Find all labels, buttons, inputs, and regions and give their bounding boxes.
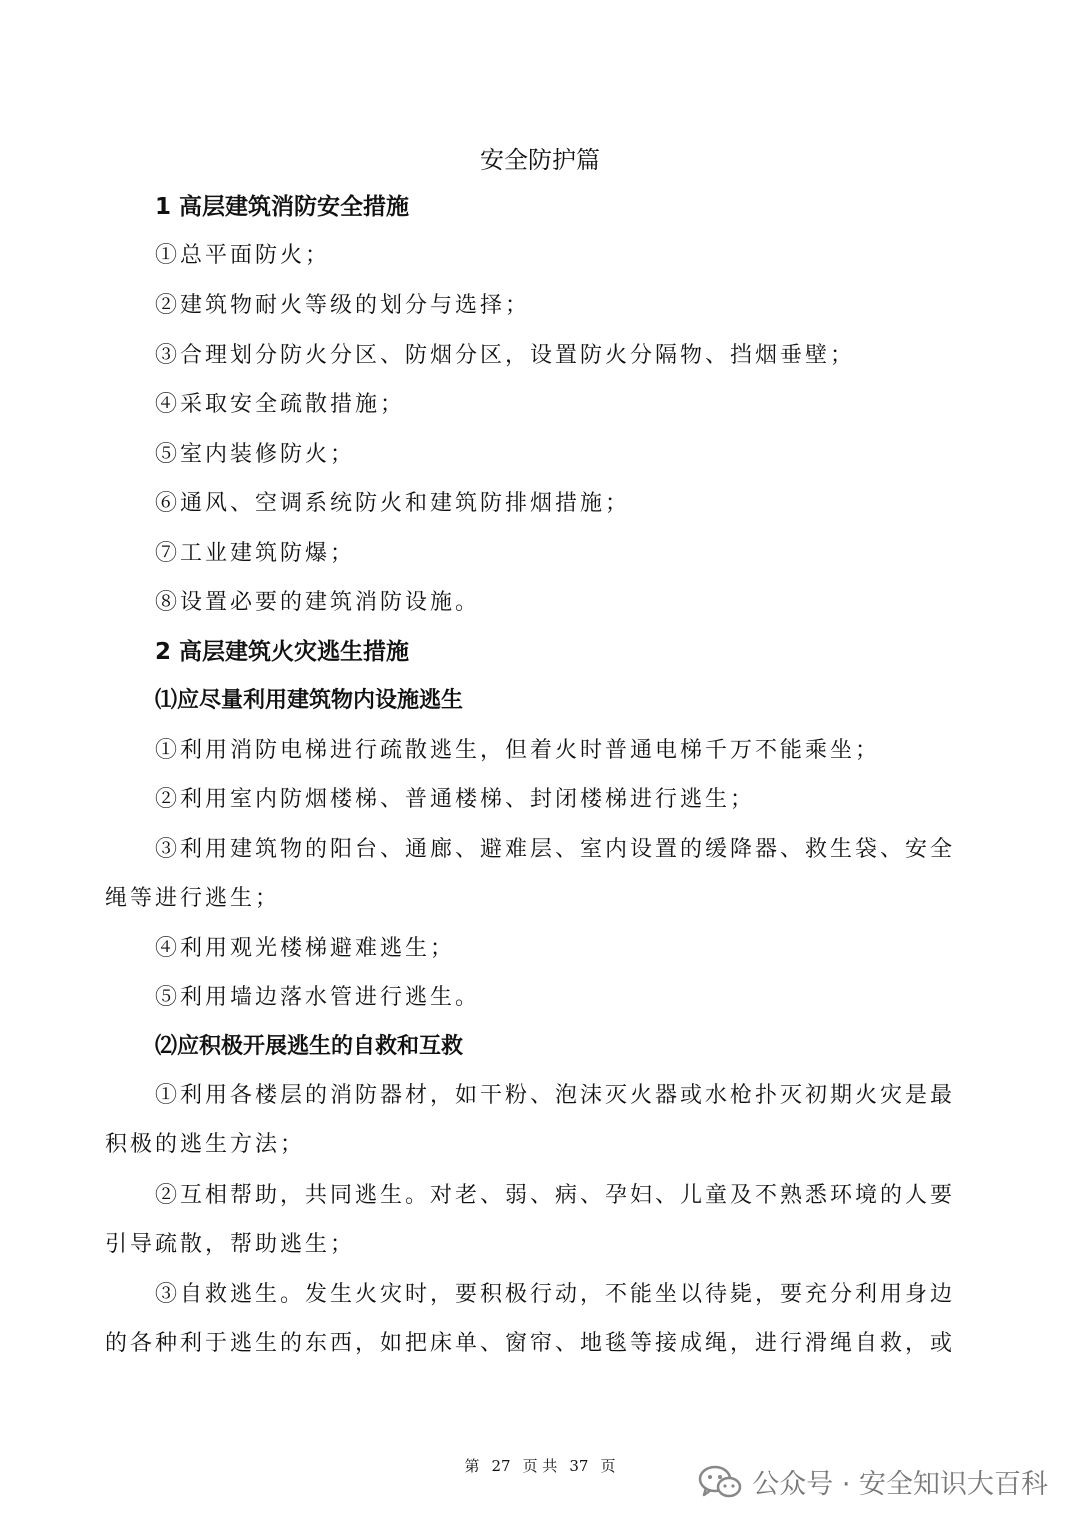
watermark [698,1462,1048,1501]
subsection-2-heading: ⑵应积极开展逃生的自救和互救 [155,1034,464,1059]
section-1-heading: 1 高层建筑消防安全措施 [155,194,410,220]
footer-prefix: 第 [464,1457,480,1475]
list-item: ③利用建筑物的阳台、通廊、避难层、室内设置的缓降器、救生袋、安全 [155,837,956,862]
page-total: 37 [569,1457,589,1475]
list-item-continuation: 的各种利于逃生的东西，如把床单、窗帘、地毯等接成绳，进行滑绳自救，或 [105,1331,956,1356]
list-item-continuation: 积极的逃生方法； [105,1132,306,1157]
list-item: ⑤利用墙边落水管进行逃生。 [155,985,481,1010]
list-item: ⑧设置必要的建筑消防设施。 [155,590,481,615]
list-item: ⑥通风、空调系统防火和建筑防排烟措施； [155,491,631,516]
list-item: ④利用观光楼梯避难逃生； [155,936,456,961]
list-item: ①利用各楼层的消防器材，如干粉、泡沫灭火器或水枪扑灭初期火灾是最 [155,1083,956,1108]
list-item: ②建筑物耐火等级的划分与选择； [155,293,531,318]
watermark-text: 公众号 · 安全知识大百科 [752,1469,1048,1500]
list-item: ④采取安全疏散措施； [155,392,406,417]
list-item: ③合理划分防火分区、防烟分区，设置防火分隔物、挡烟垂壁； [155,343,856,368]
page-title: 安全防护篇 [480,146,600,174]
list-item: ①利用消防电梯进行疏散逃生，但着火时普通电梯千万不能乘坐； [155,738,881,763]
list-item: ①总平面防火； [155,243,331,268]
list-item: ⑤室内装修防火； [155,442,356,467]
list-item-continuation: 引导疏散，帮助逃生； [105,1232,356,1257]
subsection-1-heading: ⑴应尽量利用建筑物内设施逃生 [155,688,464,713]
list-item: ③自救逃生。发生火灾时，要积极行动，不能坐以待毙，要充分利用身边 [155,1282,956,1307]
footer-suffix: 页 [600,1457,616,1475]
list-item: ⑦工业建筑防爆； [155,541,356,566]
footer-mid: 页 共 [522,1457,558,1475]
list-item: ②利用室内防烟楼梯、普通楼梯、封闭楼梯进行逃生； [155,787,756,812]
section-2-heading: 2 高层建筑火灾逃生措施 [155,639,410,665]
wechat-icon [698,1465,742,1499]
list-item: ②互相帮助，共同逃生。对老、弱、病、孕妇、儿童及不熟悉环境的人要 [155,1183,956,1208]
list-item-continuation: 绳等进行逃生； [105,886,281,911]
page-number: 27 [491,1457,511,1475]
